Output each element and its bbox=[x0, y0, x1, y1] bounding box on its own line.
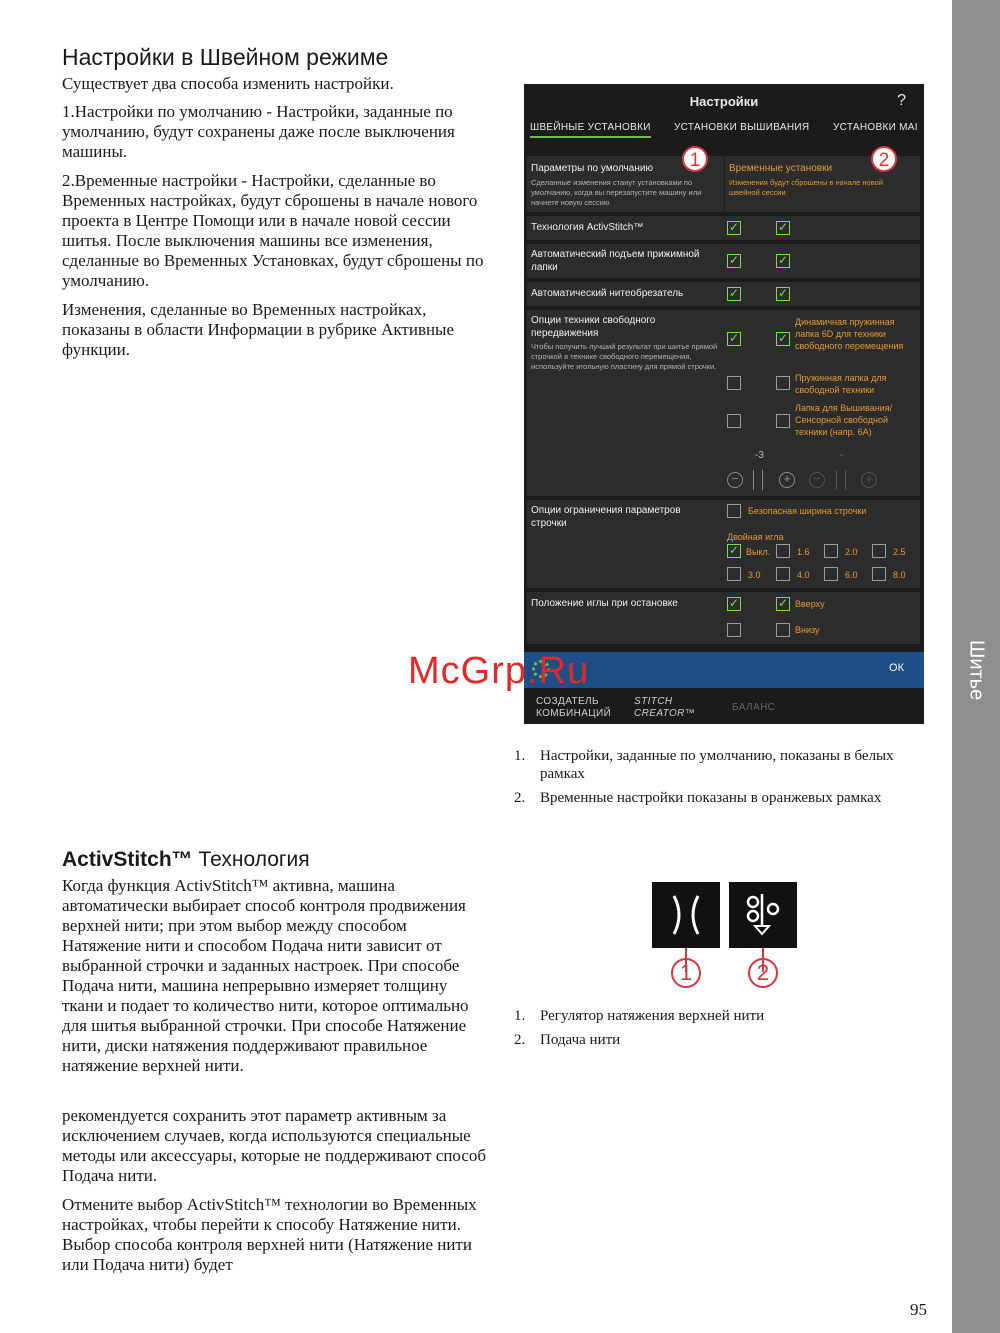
stitch-limit-label: Опции ограничения параметров строчки bbox=[531, 505, 681, 529]
twin-80-checkbox[interactable] bbox=[872, 567, 886, 581]
needle-up-temp-checkbox[interactable]: ✓ bbox=[777, 596, 789, 610]
temporary-subtext: Изменения будут сброшены в начале новой швейной сессии bbox=[729, 178, 883, 197]
plus-icon[interactable]: + bbox=[779, 472, 795, 488]
needle-stop-label: Положение иглы при остановке bbox=[531, 598, 678, 609]
thread-tension-icon bbox=[652, 882, 720, 948]
tab-embroidery-settings[interactable]: УСТАНОВКИ ВЫШИВАНИЯ bbox=[674, 122, 810, 133]
callout-2: 2 bbox=[871, 146, 897, 172]
section-heading-activstitch: ActivStitch™ Технология bbox=[62, 848, 310, 871]
twin-20-checkbox[interactable] bbox=[824, 544, 838, 558]
fm-spring-default-checkbox[interactable] bbox=[727, 376, 741, 390]
fm-sensor-default-checkbox[interactable] bbox=[727, 414, 741, 428]
minus-temp-icon[interactable]: − bbox=[809, 472, 825, 488]
activstitch-temp-checkbox[interactable]: ✓ bbox=[777, 220, 789, 234]
twin-30-checkbox[interactable] bbox=[727, 567, 741, 581]
fm-option-dynamic: Динамичная пружинная лапка 6D для техники свободного перемещения bbox=[795, 317, 904, 351]
cutter-temp-checkbox[interactable]: ✓ bbox=[777, 286, 789, 300]
needle-up-label: Вверху bbox=[795, 599, 825, 609]
presser-foot-label: Автоматический подъем прижимной лапки bbox=[531, 249, 700, 273]
paragraph-defaults: 1.Настройки по умолчанию - Настройки, заданные по умолчанию, будут сохранены даже после выключения машины. bbox=[62, 102, 455, 161]
temporary-title: Временные установки bbox=[729, 163, 833, 174]
needle-down-label: Внизу bbox=[795, 625, 820, 635]
twin-25-checkbox[interactable] bbox=[872, 544, 886, 558]
twin-16-checkbox[interactable] bbox=[776, 544, 790, 558]
twin-off-label: Выкл. bbox=[746, 547, 771, 557]
needle-down-temp-checkbox[interactable] bbox=[776, 623, 790, 637]
legend-icons bbox=[514, 1007, 924, 1055]
thread-cutter-label: Автоматический нитеобрезатель bbox=[531, 288, 684, 299]
twin-80-label: 8.0 bbox=[893, 570, 906, 580]
icon-callout-2: 2 bbox=[748, 958, 778, 988]
tab-balance[interactable]: БАЛАНС bbox=[732, 702, 776, 713]
twin-needle-label: Двойная игла bbox=[727, 532, 784, 542]
side-tab bbox=[952, 0, 1000, 1333]
twin-40-checkbox[interactable] bbox=[776, 567, 790, 581]
fm-dynamic-default-checkbox[interactable]: ✓ bbox=[728, 331, 740, 345]
legend-item: 1. Настройки, заданные по умолчанию, показаны в белых рамках bbox=[514, 748, 894, 782]
side-tab-label: Шитье bbox=[965, 639, 988, 701]
paragraph-temporary: 2.Временные настройки - Настройки, сделанные во Временных настройках, будут сброшены в начале нового проекта в Центре Помощи или в начале новой сессии шитья. После выключения машины все изменения, сделанные во Временных Установках, будут сброшены по умолчанию. bbox=[62, 171, 484, 290]
legend-item: 2. Временные настройки показаны в оранжевых рамках bbox=[514, 790, 882, 806]
stitch-limit-row bbox=[527, 500, 920, 588]
fm-dynamic-temp-checkbox[interactable]: ✓ bbox=[777, 331, 789, 345]
tab-stitch-creator[interactable]: STITCH CREATOR™ bbox=[634, 696, 696, 719]
thread-delivery-icon bbox=[729, 882, 797, 948]
foot-height-icon bbox=[753, 470, 763, 490]
twin-16-label: 1.6 bbox=[797, 547, 810, 557]
minus-icon[interactable]: − bbox=[727, 472, 743, 488]
twin-60-label: 6.0 bbox=[845, 570, 858, 580]
paragraph-recommendation: рекомендуется сохранить этот параметр активным за исключением случаев, когда используются специальные методы или аксессуары, которые не поддерживают способ Подача нити. bbox=[62, 1106, 487, 1185]
ok-button[interactable]: ОК bbox=[889, 662, 904, 674]
fm-spring-temp-checkbox[interactable] bbox=[776, 376, 790, 390]
twin-20-label: 2.0 bbox=[845, 547, 858, 557]
screen-title: Настройки bbox=[689, 94, 759, 109]
plus-temp-icon[interactable]: + bbox=[861, 472, 877, 488]
foot-height-temp-icon bbox=[836, 470, 846, 490]
paragraph-activstitch: Когда функция ActivStitch™ активна, машина автоматически выбирает способ контроля продвижения верхней нити; при этом выбор между способом Натяжение нити и способом Подача нити зависит от выбранной строчки и заданных настроек. При способе Подача нити, машина непрерывно измеряет толщину ткани и подает то количество нити, которое оптимально для шитья выбранной строчки. При способе Натяжение нити, диски натяжения поддерживают правильное натяжение верхней нити. bbox=[62, 876, 469, 1075]
tab-machine-settings[interactable]: УСТАНОВКИ МАІ bbox=[833, 122, 918, 133]
tab-combination-creator[interactable]: СОЗДАТЕЛЬ КОМБИНАЦИЙ bbox=[536, 696, 612, 719]
presser-foot-row bbox=[527, 244, 920, 278]
cutter-default-checkbox[interactable]: ✓ bbox=[728, 286, 740, 300]
free-motion-label: Опции техники свободного передвижения bbox=[531, 315, 656, 339]
watermark: McGrp.Ru bbox=[408, 650, 590, 692]
paragraph-active-functions: Изменения, сделанные во Временных настройках, показаны в области Информации в рубрике Активные функции. bbox=[62, 300, 455, 359]
twin-30-label: 3.0 bbox=[748, 570, 761, 580]
settings-screen bbox=[524, 84, 924, 724]
legend-screen bbox=[514, 747, 924, 813]
presser-temp-checkbox[interactable]: ✓ bbox=[777, 253, 789, 267]
fm-option-spring: Пружинная лапка для свободной техники bbox=[795, 373, 887, 395]
twin-60-checkbox[interactable] bbox=[824, 567, 838, 581]
page-number: 95 bbox=[910, 1300, 927, 1319]
twin-off-checkbox[interactable]: ✓ bbox=[728, 543, 740, 557]
callout-1: 1 bbox=[682, 146, 708, 172]
tab-sewing-settings[interactable]: ШВЕЙНЫЕ УСТАНОВКИ bbox=[530, 122, 651, 133]
free-motion-row bbox=[527, 310, 920, 496]
defaults-subtext: Сделанные изменения станут установками по умолчанию, когда вы перезапустите машину или начнете новую сессию bbox=[531, 178, 702, 207]
fm-option-sensor: Лапка для Вышивания/ Сенсорной свободной техники (напр. 6А) bbox=[795, 403, 893, 437]
needle-down-default-checkbox[interactable] bbox=[727, 623, 741, 637]
presser-default-checkbox[interactable]: ✓ bbox=[728, 253, 740, 267]
twin-40-label: 4.0 bbox=[797, 570, 810, 580]
paragraph-deselect: Отмените выбор ActivStitch™ технологии во Временных настройках, чтобы перейти к способу Натяжение нити. Выбор способа контроля верхней нити (Натяжение нити или Подача нити) будет bbox=[62, 1195, 477, 1274]
intro-text: Существует два способа изменить настройки. bbox=[62, 74, 394, 93]
height-temp-value: - bbox=[840, 450, 844, 461]
needle-up-default-checkbox[interactable]: ✓ bbox=[728, 596, 740, 610]
icon-callout-1: 1 bbox=[671, 958, 701, 988]
activstitch-label: Технология ActivStitch™ bbox=[531, 222, 644, 233]
height-default-value: -3 bbox=[755, 450, 764, 461]
activstitch-default-checkbox[interactable]: ✓ bbox=[728, 220, 740, 234]
section-heading-settings: Настройки в Швейном режиме bbox=[62, 44, 389, 70]
legend-item: 2. Подача нити bbox=[514, 1032, 621, 1048]
safe-width-checkbox[interactable] bbox=[727, 504, 741, 518]
defaults-title: Параметры по умолчанию bbox=[531, 163, 653, 174]
activstitch-row bbox=[527, 216, 920, 240]
thread-cutter-row bbox=[527, 282, 920, 306]
defaults-header-row bbox=[527, 156, 920, 212]
help-icon[interactable]: ? bbox=[897, 92, 906, 109]
needle-stop-row bbox=[527, 592, 920, 644]
fm-sensor-temp-checkbox[interactable] bbox=[776, 414, 790, 428]
free-motion-subtext: Чтобы получить лучший результат при шитье прямой строчкой в технике свободного перемещения, используйте игольную пластину для прямой строчки. bbox=[531, 342, 718, 371]
legend-item: 1. Регулятор натяжения верхней нити bbox=[514, 1008, 765, 1024]
settings-tabs bbox=[530, 122, 924, 144]
safe-width-label: Безопасная ширина строчки bbox=[748, 506, 867, 516]
twin-25-label: 2.5 bbox=[893, 547, 906, 557]
